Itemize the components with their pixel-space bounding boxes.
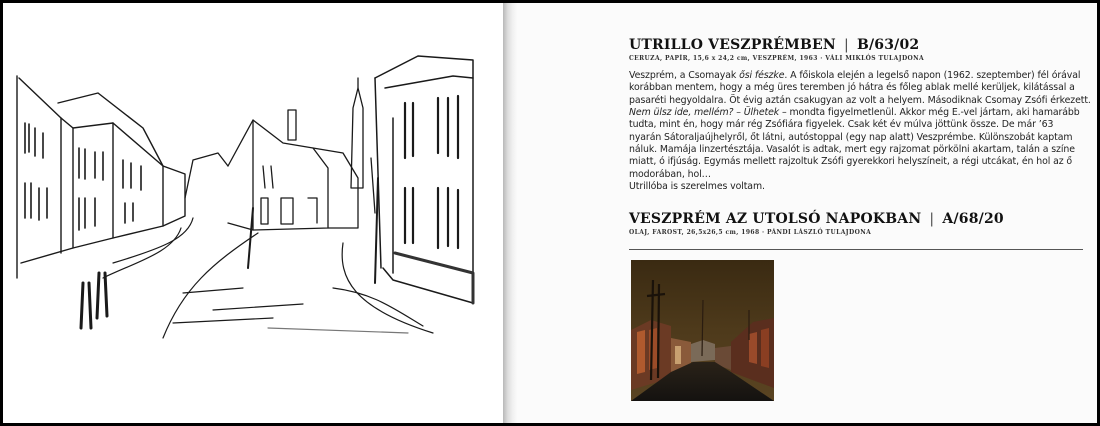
entry1-subtitle: CERUZA, PAPÍR, 15,6 x 24,2 cm, VESZPRÉM, 1963 · VÁLI MIKLÓS TULAJDONA: [629, 55, 925, 62]
right-page: [517, 3, 1097, 423]
body-line: pasaréti hegyoldalra. Öt évig aztán csakugyan az volt a helyem. Másodiknak Csomay Zsófi érkezett.: [629, 94, 1091, 106]
entry1-title-text: UTRILLO VESZPRÉMBEN: [629, 37, 836, 53]
body-line: Veszprém, a Csomayak ősi fészke. A főiskola elején a legelső napon (1962. szeptember) fél órával: [629, 70, 1081, 81]
body-line: Nem ülsz ide, mellém? – Ülhetek – mondta figyelmetlenül. Akkor még E.-vel jártam, aki hamarább: [629, 107, 1080, 119]
entry2-subtitle: OLAJ, FAROST, 26,5x26,5 cm, 1968 · PÁNDI LÁSZLÓ TULAJDONA: [629, 229, 872, 236]
entry2-separator: |: [929, 211, 935, 227]
body-line: Utrillóba is szerelmes voltam.: [629, 181, 765, 193]
book-gutter: [503, 3, 517, 423]
entry1-code: B/63/02: [856, 37, 920, 53]
entry1-title: [629, 37, 919, 53]
body-line: tudta, mint én, hogy már rég Zsófiára figyelek. Csak két év múlva jöttünk össze. De már ’63: [629, 119, 1054, 131]
body-line: náluk. Mamája linzertésztája. Vasalót is adtak, mert egy rajzomat pörkölni akartam, talán a színe: [629, 144, 1075, 156]
entry1-body: [629, 70, 1089, 193]
oil-painting-image: [631, 260, 774, 401]
body-line: miatt, ó ifjúság. Egymás mellett rajzoltuk Zsófi gyerekkori helyszíneit, a régi utcákat, én hol az ő: [629, 156, 1073, 168]
entry2-title: [629, 211, 1004, 227]
entry2-code: A/68/20: [942, 211, 1004, 227]
entry2-title-text: VESZPRÉM AZ UTOLSÓ NAPOKBAN: [629, 211, 922, 227]
divider-rule: [629, 249, 1083, 250]
body-line: korábban mentem, hogy a még üres teremben jó hátra és főleg ablak mellé kerüljek, kilátással a: [629, 82, 1075, 94]
left-page: [3, 3, 503, 423]
pencil-sketch-image: [13, 48, 483, 348]
body-line: modorában, hol…: [629, 168, 711, 180]
body-line: nyarán Sátoraljaújhelyről, őt látni, autóstoppal (egy nap alatt) Veszprémbe. Különszobát kaptam: [629, 131, 1073, 143]
entry1-separator: |: [843, 37, 849, 53]
book-spread: [3, 3, 1097, 423]
